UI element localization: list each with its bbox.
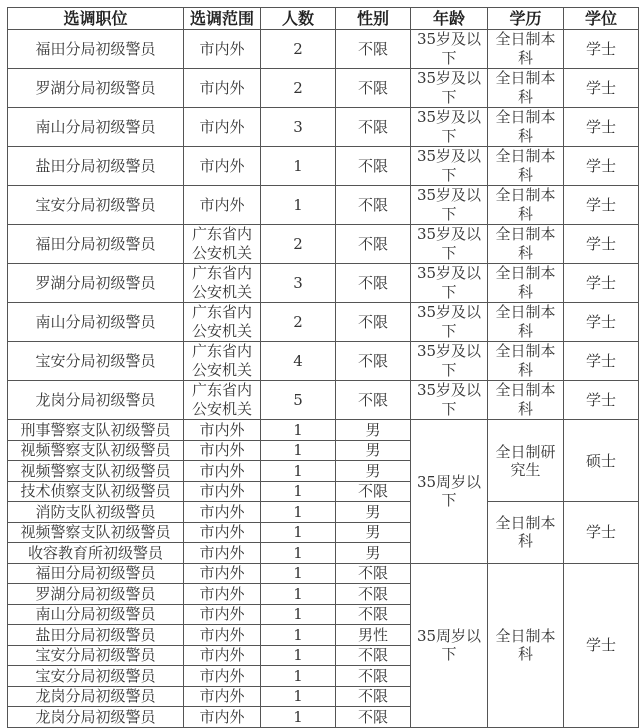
scope-cell: 市内外 bbox=[184, 584, 261, 605]
count-cell: 1 bbox=[261, 481, 336, 502]
gender-cell: 不限 bbox=[336, 645, 411, 666]
education-cell: 全日制本科 bbox=[488, 342, 564, 381]
position-cell: 南山分局初级警员 bbox=[8, 604, 184, 625]
table-row bbox=[8, 563, 639, 584]
position-cell: 罗湖分局初级警员 bbox=[8, 584, 184, 605]
gender-cell: 不限 bbox=[336, 584, 411, 605]
count-cell: 1 bbox=[261, 543, 336, 564]
education-cell: 全日制本科 bbox=[488, 186, 564, 225]
age-cell: 35岁及以下 bbox=[411, 147, 488, 186]
age-cell: 35岁及以下 bbox=[411, 186, 488, 225]
gender-cell: 不限 bbox=[336, 342, 411, 381]
position-cell: 罗湖分局初级警员 bbox=[8, 264, 184, 303]
header-gender: 性别 bbox=[336, 8, 411, 30]
position-cell: 龙岗分局初级警员 bbox=[8, 707, 184, 728]
gender-cell: 不限 bbox=[336, 381, 411, 420]
age-cell: 35岁及以下 bbox=[411, 303, 488, 342]
age-cell: 35岁及以下 bbox=[411, 381, 488, 420]
count-cell: 1 bbox=[261, 584, 336, 605]
gender-cell: 男 bbox=[336, 420, 411, 441]
position-cell: 消防支队初级警员 bbox=[8, 502, 184, 523]
gender-cell: 不限 bbox=[336, 604, 411, 625]
scope-cell: 市内外 bbox=[184, 30, 261, 69]
count-cell: 1 bbox=[261, 186, 336, 225]
count-cell: 1 bbox=[261, 563, 336, 584]
education-cell: 全日制本科 bbox=[488, 108, 564, 147]
degree-cell: 学士 bbox=[564, 563, 639, 727]
count-cell: 2 bbox=[261, 225, 336, 264]
table-row bbox=[8, 108, 639, 147]
degree-cell: 学士 bbox=[564, 30, 639, 69]
scope-cell: 市内外 bbox=[184, 186, 261, 225]
table-row bbox=[8, 303, 639, 342]
education-cell: 全日制本科 bbox=[488, 69, 564, 108]
scope-cell: 市内外 bbox=[184, 481, 261, 502]
table-row bbox=[8, 225, 639, 264]
degree-cell: 硕士 bbox=[564, 420, 639, 502]
degree-cell: 学士 bbox=[564, 108, 639, 147]
gender-cell: 男 bbox=[336, 502, 411, 523]
education-cell: 全日制本科 bbox=[488, 381, 564, 420]
header-count: 人数 bbox=[261, 8, 336, 30]
education-cell: 全日制本科 bbox=[488, 502, 564, 564]
count-cell: 1 bbox=[261, 420, 336, 441]
gender-cell: 不限 bbox=[336, 481, 411, 502]
degree-cell: 学士 bbox=[564, 225, 639, 264]
position-cell: 盐田分局初级警员 bbox=[8, 625, 184, 646]
count-cell: 1 bbox=[261, 461, 336, 482]
count-cell: 4 bbox=[261, 342, 336, 381]
header-degree: 学位 bbox=[564, 8, 639, 30]
position-cell: 宝安分局初级警员 bbox=[8, 186, 184, 225]
recruitment-table bbox=[7, 7, 639, 728]
position-cell: 龙岗分局初级警员 bbox=[8, 381, 184, 420]
gender-cell: 不限 bbox=[336, 186, 411, 225]
gender-cell: 不限 bbox=[336, 264, 411, 303]
scope-cell: 市内外 bbox=[184, 420, 261, 441]
count-cell: 1 bbox=[261, 645, 336, 666]
count-cell: 1 bbox=[261, 707, 336, 728]
age-cell: 35岁及以下 bbox=[411, 342, 488, 381]
scope-cell: 市内外 bbox=[184, 502, 261, 523]
table-row bbox=[8, 186, 639, 225]
header-scope: 选调范围 bbox=[184, 8, 261, 30]
table-row bbox=[8, 30, 639, 69]
scope-cell: 市内外 bbox=[184, 461, 261, 482]
gender-cell: 不限 bbox=[336, 30, 411, 69]
education-cell: 全日制本科 bbox=[488, 147, 564, 186]
age-cell: 35岁及以下 bbox=[411, 264, 488, 303]
gender-cell: 不限 bbox=[336, 147, 411, 186]
count-cell: 1 bbox=[261, 666, 336, 687]
degree-cell: 学士 bbox=[564, 186, 639, 225]
table-row bbox=[8, 381, 639, 420]
header-position: 选调职位 bbox=[8, 8, 184, 30]
position-cell: 龙岗分局初级警员 bbox=[8, 686, 184, 707]
table-row bbox=[8, 420, 639, 441]
scope-cell: 市内外 bbox=[184, 686, 261, 707]
count-cell: 1 bbox=[261, 522, 336, 543]
gender-cell: 不限 bbox=[336, 707, 411, 728]
age-cell: 35周岁以下 bbox=[411, 420, 488, 564]
table-row bbox=[8, 69, 639, 108]
scope-cell: 市内外 bbox=[184, 543, 261, 564]
gender-cell: 不限 bbox=[336, 666, 411, 687]
count-cell: 1 bbox=[261, 604, 336, 625]
scope-cell: 市内外 bbox=[184, 645, 261, 666]
position-cell: 南山分局初级警员 bbox=[8, 303, 184, 342]
education-cell: 全日制本科 bbox=[488, 30, 564, 69]
count-cell: 1 bbox=[261, 147, 336, 186]
scope-cell: 市内外 bbox=[184, 625, 261, 646]
scope-cell: 广东省内公安机关 bbox=[184, 303, 261, 342]
table-row bbox=[8, 264, 639, 303]
table-row bbox=[8, 502, 639, 523]
scope-cell: 市内外 bbox=[184, 604, 261, 625]
scope-cell: 市内外 bbox=[184, 522, 261, 543]
header-education: 学历 bbox=[488, 8, 564, 30]
position-cell: 视频警察支队初级警员 bbox=[8, 522, 184, 543]
gender-cell: 男 bbox=[336, 461, 411, 482]
scope-cell: 广东省内公安机关 bbox=[184, 381, 261, 420]
header-row bbox=[8, 8, 639, 30]
gender-cell: 不限 bbox=[336, 225, 411, 264]
position-cell: 宝安分局初级警员 bbox=[8, 645, 184, 666]
degree-cell: 学士 bbox=[564, 502, 639, 564]
position-cell: 视频警察支队初级警员 bbox=[8, 461, 184, 482]
gender-cell: 不限 bbox=[336, 303, 411, 342]
position-cell: 技术侦察支队初级警员 bbox=[8, 481, 184, 502]
scope-cell: 市内外 bbox=[184, 108, 261, 147]
gender-cell: 不限 bbox=[336, 686, 411, 707]
degree-cell: 学士 bbox=[564, 303, 639, 342]
count-cell: 2 bbox=[261, 69, 336, 108]
gender-cell: 男 bbox=[336, 522, 411, 543]
age-cell: 35周岁以下 bbox=[411, 563, 488, 727]
degree-cell: 学士 bbox=[564, 264, 639, 303]
scope-cell: 市内外 bbox=[184, 666, 261, 687]
count-cell: 1 bbox=[261, 440, 336, 461]
education-cell: 全日制本科 bbox=[488, 303, 564, 342]
count-cell: 5 bbox=[261, 381, 336, 420]
degree-cell: 学士 bbox=[564, 381, 639, 420]
age-cell: 35岁及以下 bbox=[411, 108, 488, 147]
education-cell: 全日制本科 bbox=[488, 563, 564, 727]
count-cell: 3 bbox=[261, 108, 336, 147]
position-cell: 收容教育所初级警员 bbox=[8, 543, 184, 564]
scope-cell: 市内外 bbox=[184, 69, 261, 108]
count-cell: 2 bbox=[261, 30, 336, 69]
degree-cell: 学士 bbox=[564, 342, 639, 381]
position-cell: 视频警察支队初级警员 bbox=[8, 440, 184, 461]
position-cell: 刑事警察支队初级警员 bbox=[8, 420, 184, 441]
education-cell: 全日制本科 bbox=[488, 264, 564, 303]
gender-cell: 不限 bbox=[336, 563, 411, 584]
position-cell: 福田分局初级警员 bbox=[8, 225, 184, 264]
count-cell: 3 bbox=[261, 264, 336, 303]
gender-cell: 男性 bbox=[336, 625, 411, 646]
count-cell: 1 bbox=[261, 625, 336, 646]
scope-cell: 市内外 bbox=[184, 440, 261, 461]
count-cell: 1 bbox=[261, 502, 336, 523]
gender-cell: 不限 bbox=[336, 108, 411, 147]
scope-cell: 广东省内公安机关 bbox=[184, 225, 261, 264]
gender-cell: 男 bbox=[336, 543, 411, 564]
scope-cell: 广东省内公安机关 bbox=[184, 342, 261, 381]
position-cell: 盐田分局初级警员 bbox=[8, 147, 184, 186]
age-cell: 35岁及以下 bbox=[411, 30, 488, 69]
gender-cell: 男 bbox=[336, 440, 411, 461]
position-cell: 福田分局初级警员 bbox=[8, 563, 184, 584]
count-cell: 2 bbox=[261, 303, 336, 342]
scope-cell: 广东省内公安机关 bbox=[184, 264, 261, 303]
count-cell: 1 bbox=[261, 686, 336, 707]
scope-cell: 市内外 bbox=[184, 707, 261, 728]
position-cell: 宝安分局初级警员 bbox=[8, 666, 184, 687]
age-cell: 35岁及以下 bbox=[411, 225, 488, 264]
header-age: 年龄 bbox=[411, 8, 488, 30]
position-cell: 宝安分局初级警员 bbox=[8, 342, 184, 381]
scope-cell: 市内外 bbox=[184, 147, 261, 186]
education-cell: 全日制本科 bbox=[488, 225, 564, 264]
education-cell: 全日制研究生 bbox=[488, 420, 564, 502]
degree-cell: 学士 bbox=[564, 147, 639, 186]
scope-cell: 市内外 bbox=[184, 563, 261, 584]
position-cell: 南山分局初级警员 bbox=[8, 108, 184, 147]
position-cell: 罗湖分局初级警员 bbox=[8, 69, 184, 108]
table-row bbox=[8, 342, 639, 381]
position-cell: 福田分局初级警员 bbox=[8, 30, 184, 69]
age-cell: 35岁及以下 bbox=[411, 69, 488, 108]
table-row bbox=[8, 147, 639, 186]
degree-cell: 学士 bbox=[564, 69, 639, 108]
gender-cell: 不限 bbox=[336, 69, 411, 108]
